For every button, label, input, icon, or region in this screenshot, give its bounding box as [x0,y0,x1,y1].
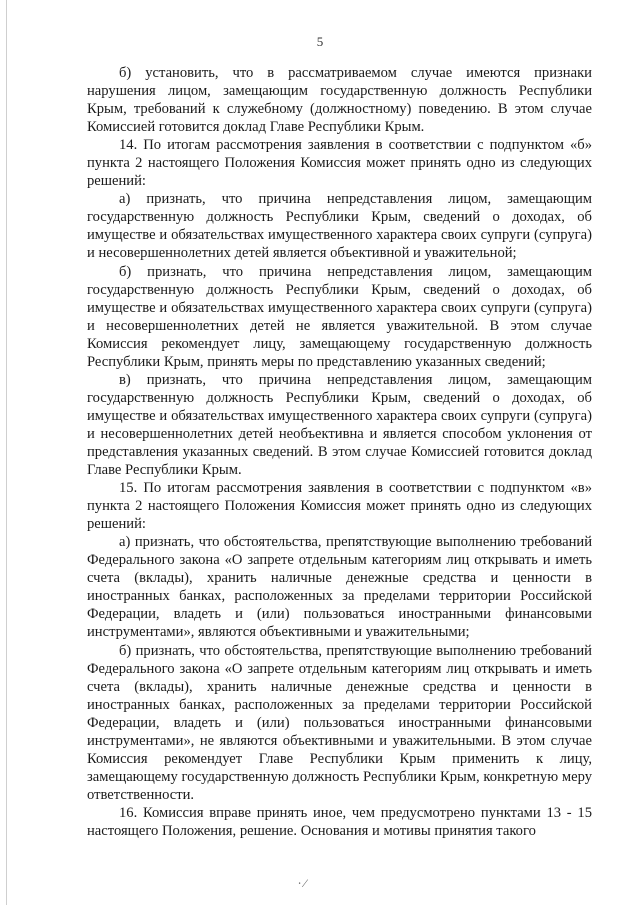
paragraph-15: 15. По итогам рассмотрения заявления в соответствии с подпунктом «в» пункта 2 настоящего Положения Комиссия может принять одно из следующих решений: [87,480,592,533]
paragraph-15a: а) признать, что обстоятельства, препятствующие выполнению требований Федерального закона «О запрете отдельным категориям лиц открывать и иметь счета (вклады), хранить наличные денежные средства и ценности в иностранных банках, расположенных за пределами территории Российской Федерации, владеть и (или) пользоваться иностранными финансовыми инструментами», являются объективными и уважительными; [87,534,592,641]
page-edge [6,0,7,905]
paragraph-14b: б) признать, что причина непредставления лицом, замещающим государственную должность Республики Крым, сведений о доходах, об имуществе и обязательствах имущественного характера своих супруги (супруга) и несовершеннолетних детей не является уважительной. В этом случае Комиссия рекомендует лицу, замещающему государственную должность Республики Крым, принять меры по представлению указанных сведений; [87,263,592,370]
document-body [87,64,592,840]
paragraph-14a: а) признать, что причина непредставления лицом, замещающим государственную должность Республики Крым, сведений о доходах, об имуществе и обязательствах имущественного характера своих супруги (супруга) и несовершеннолетних детей является объективной и уважительной; [87,191,592,262]
paragraph-16: 16. Комиссия вправе принять иное, чем предусмотрено пунктами 13 - 15 настоящего Положения, решение. Основания и мотивы принятия такого [87,804,592,839]
scan-mark: ∙ ⁄ [298,876,307,890]
paragraph-14c: в) признать, что причина непредставления лицом, замещающим государственную должность Республики Крым, сведений о доходах, об имуществе и обязательствах имущественного характера своих супруги (супруга) и несовершеннолетних детей необъективна и является способом уклонения от представления указанных сведений. В этом случае Комиссией готовится доклад Главе Республики Крым. [87,371,592,479]
page-number: 5 [316,34,324,49]
paragraph-14: 14. По итогам рассмотрения заявления в соответствии с подпунктом «б» пункта 2 настоящего Положения Комиссия может принять одно из следующих решений: [87,137,592,190]
paragraph-15b: б) признать, что обстоятельства, препятствующие выполнению требований Федерального закона «О запрете отдельным категориям лиц открывать и иметь счета (вклады), хранить наличные денежные средства и ценности в иностранных банках, расположенных за пределами территории Российской Федерации, владеть и (или) пользоваться иностранными финансовыми инструментами», не являются объективными и уважительными. В этом случае Комиссия рекомендует Главе Республики Крым применить к лицу, замещающему государственную должность Республики Крым, конкретную меру ответственности. [87,642,592,803]
paragraph-13b: б) установить, что в рассматриваемом случае имеются признаки нарушения лицом, замещающим государственную должность Республики Крым, требований к служебному (должностному) поведению. В этом случае Комиссией готовится доклад Главе Республики Крым. [87,65,592,136]
